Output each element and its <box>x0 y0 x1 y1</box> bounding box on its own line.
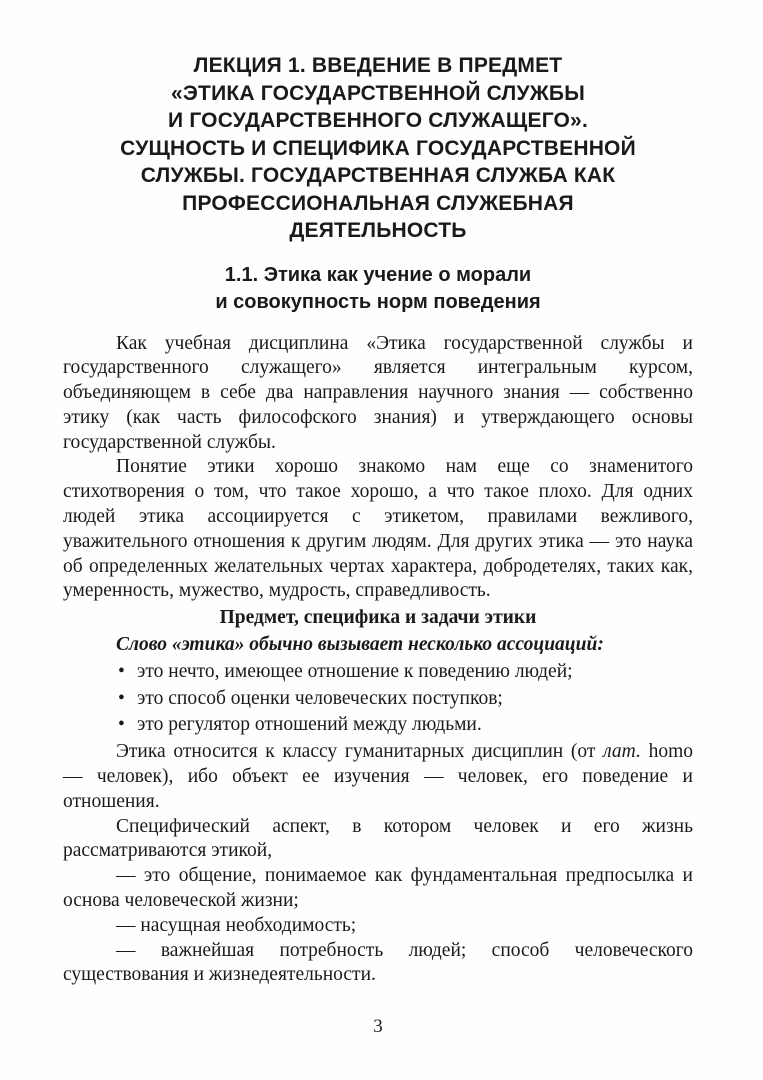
list-item <box>63 660 693 685</box>
paragraph-humanities <box>63 740 693 814</box>
paragraph-ethics-discipline: Как учебная дисциплина «Этика государственной службы и государственного служащего» является интегральным курсом, объединяющем в себе два направления научного знания — собственно этику (как часть философского знания) и утверждающего основы государственной службы. <box>63 332 693 453</box>
lecture-title-line: И ГОСУДАРСТВЕННОГО СЛУЖАЩЕГО». <box>168 109 588 132</box>
lecture-title-line: СЛУЖБЫ. ГОСУДАРСТВЕННАЯ СЛУЖБА КАК <box>140 164 616 187</box>
list-item <box>63 713 693 738</box>
section-subtitle <box>63 262 693 316</box>
dash-item: — это общение, понимаемое как фундаментальная предпосылка и основа человеческой жизни; <box>63 865 693 912</box>
page-number: 3 <box>373 1016 383 1037</box>
paragraph-specific-aspect: Специфический аспект, в котором человек и его жизнь рассматриваются этикой, <box>63 815 693 862</box>
body-text <box>63 332 693 989</box>
list-item-text: это регулятор отношений между людьми. <box>137 714 482 736</box>
list-item-text: это нечто, имеющее отношение к поведению людей; <box>137 660 573 682</box>
lecture-title-line: СУЩНОСТЬ И СПЕЦИФИКА ГОСУДАРСТВЕННОЙ <box>120 136 636 160</box>
paragraph-text: Этика относится к классу гуманитарных дисциплин (от <box>116 741 604 763</box>
lecture-title-line: ПРОФЕССИОНАЛЬНАЯ СЛУЖЕБНАЯ <box>182 191 574 215</box>
list-item <box>63 687 693 712</box>
bullet-icon: • <box>118 714 125 736</box>
lecture-title-line: ЛЕКЦИЯ 1. ВВЕДЕНИЕ В ПРЕДМЕТ <box>193 54 563 77</box>
section-subtitle-line: 1.1. Этика как учение о морали <box>224 263 532 286</box>
section-subtitle-line: и совокупность норм поведения <box>215 290 541 313</box>
associations-bullet-list <box>63 660 693 738</box>
lecture-title <box>63 0 693 245</box>
latin-abbrev-italic: лат. <box>603 741 641 763</box>
page-content <box>63 0 693 988</box>
dash-item: — важнейшая потребность людей; способ человеческого существования и жизнедеятельности. <box>63 939 693 986</box>
lecture-title-line: ДЕЯТЕЛЬНОСТЬ <box>289 219 467 242</box>
paragraph-text: homo — человек), ибо объект ее изучения — человек, его поведение и отношения. <box>63 741 693 812</box>
paragraph-ethics-concept: Понятие этики хорошо знакомо нам еще со знаменитого стихотворения о том, что такое хорошо, а что такое плохо. Для одних людей этика ассоциируется с этикетом, правилами вежливого, уважительного отношения к другим людям. Для других этика — это наука об определенных желательных чертах характера, добродетелях, таких как, умеренность, мужество, мудрость, справедливость. <box>63 456 693 602</box>
lecture-title-line: «ЭТИКА ГОСУДАРСТВЕННОЙ СЛУЖБЫ <box>171 81 585 105</box>
lead-line: Слово «этика» обычно вызывает несколько ассоциаций: <box>116 634 604 656</box>
subsection-heading: Предмет, специфика и задачи этики <box>219 607 537 629</box>
list-item-text: это способ оценки человеческих поступков; <box>137 687 503 709</box>
bullet-icon: • <box>118 660 125 682</box>
dash-item: — насущная необходимость; <box>116 914 357 936</box>
bullet-icon: • <box>118 687 125 709</box>
